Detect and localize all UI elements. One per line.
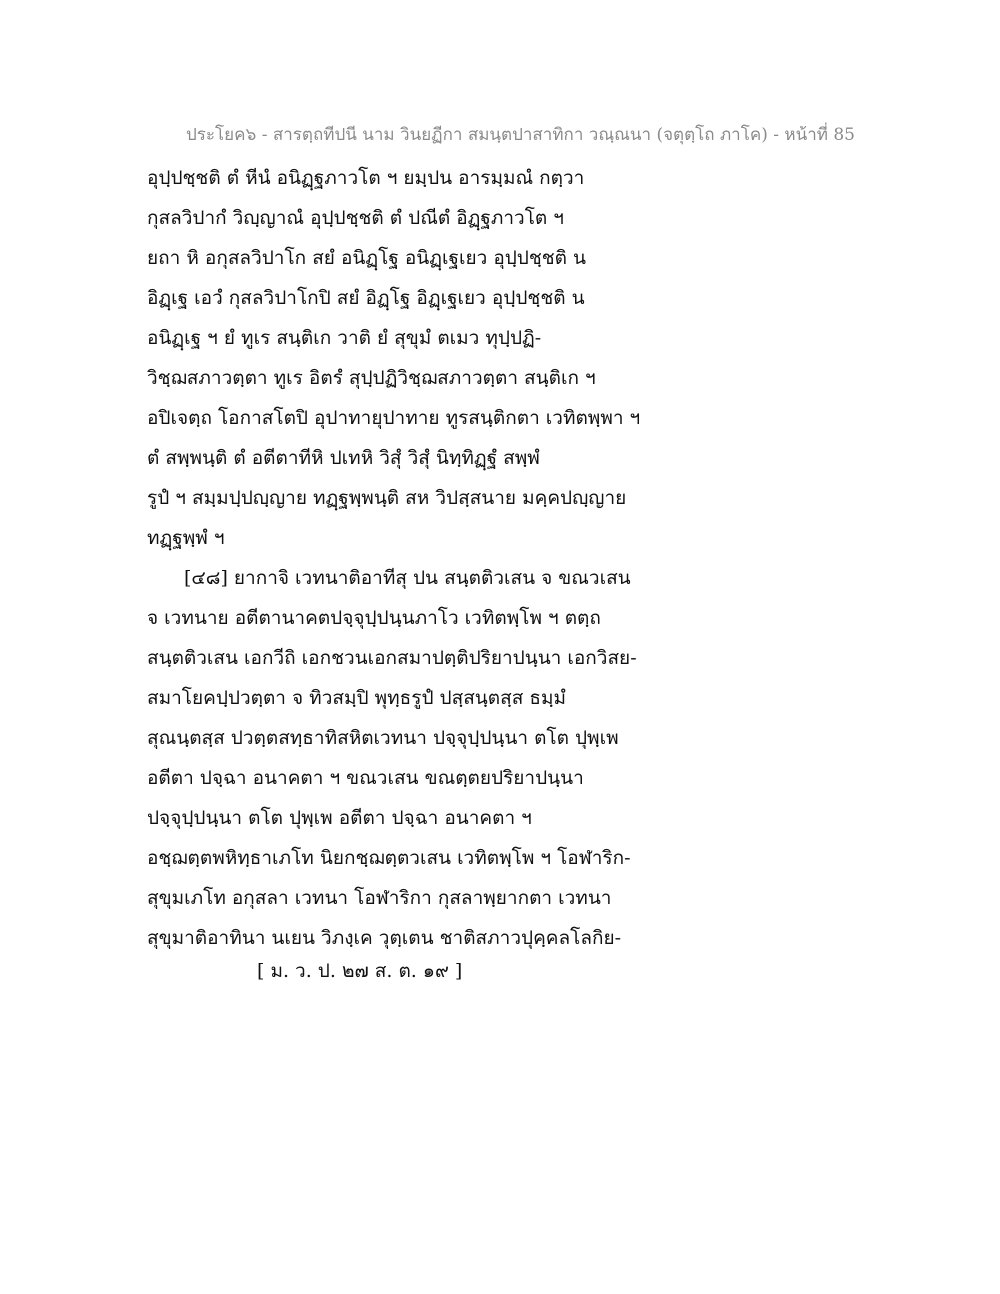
text-line: อนิฏฺเฐ ฯ ยํ ทูเร สนฺติเก วาติ ยํ สุขุมํ ตเมว ทุปฺปฏิ- xyxy=(147,327,542,349)
text-line: อุปฺปชฺชติ ตํ หีนํ อนิฏฺฐภาวโต ฯ ยมฺปน อารมฺมณํ กตฺวา xyxy=(147,167,585,189)
text-line: ยถา หิ อกุสลวิปาโก สยํ อนิฏฺโฐ อนิฏฺเฐเยว อุปฺปชฺชติ น xyxy=(147,247,587,269)
text-line: รูปํ ฯ สมฺมปฺปญฺญาย ทฏฺฐพฺพนฺติ สห วิปสฺสนาย มคฺคปญฺญาย xyxy=(147,487,627,509)
text-line: กุสลวิปากํ วิญฺญาณํ อุปฺปชฺชติ ตํ ปณีตํ อิฏฺฐภาวโต ฯ xyxy=(147,207,564,229)
text-line: วิชฺฌสภาวตฺตา ทูเร อิตรํ สุปฺปฏิวิชฺฌสภาวตฺตา สนฺติเก ฯ xyxy=(147,367,596,389)
text-line: จ เวทนาย อตีตานาคตปจฺจุปฺปนฺนภาโว เวทิตพฺโพ ฯ ตตฺถ xyxy=(147,607,601,629)
text-line: สมาโยคปฺปวตฺตา จ ทิวสมฺปิ พุทฺธรูปํ ปสฺสนฺตสฺส ธมฺมํ xyxy=(147,687,567,709)
text-line: ปจฺจุปฺปนฺนา ตโต ปุพฺเพ อตีตา ปจฺฉา อนาคตา ฯ xyxy=(147,807,532,829)
reference-note: [ ม. ว. ป. ๒๗ ส. ต. ๑๙ ] xyxy=(257,960,463,982)
text-line: สุขุมเภโท อกุสลา เวทนา โอฬาริกา กุสลาพฺยากตา เวทนา xyxy=(147,887,612,909)
text-line: [๔๘] ยากาจิ เวทนาติอาทีสุ ปน สนฺตติวเสน จ ขณวเสน xyxy=(184,567,631,589)
text-line: อชฺฌตฺตพหิทฺธาเภโท นิยกชฺฌตฺตวเสน เวทิตพฺโพ ฯ โอฬาริก- xyxy=(147,847,631,869)
text-line: อตีตา ปจฺฉา อนาคตา ฯ ขณวเสน ขณตฺตยปริยาปนฺนา xyxy=(147,767,584,789)
text-line: สุขุมาติอาทินา นเยน วิภงฺเค วุตฺเตน ชาติสภาวปุคฺคลโลกิย- xyxy=(147,927,622,949)
text-line: ตํ สพฺพนฺติ ตํ อตีตาทีหิ ปเทหิ วิสุํ วิสุํ นิทฺทิฏฺฐํ สพฺพํ xyxy=(147,447,540,469)
text-line: อิฏฺเฐ เอวํ กุสลวิปาโกปิ สยํ อิฏฺโฐ อิฏฺเฐเยว อุปฺปชฺชติ น xyxy=(147,287,585,309)
text-line: สนฺตติวเสน เอกวีถิ เอกชวนเอกสมาปตฺติปริยาปนฺนา เอกวิสย- xyxy=(147,647,637,669)
text-line: สุณนฺตสฺส ปวตฺตสทฺธาทิสหิตเวทนา ปจฺจุปฺปนฺนา ตโต ปุพฺเพ xyxy=(147,727,619,749)
text-line: อปิเจตฺถ โอกาสโตปิ อุปาทายุปาทาย ทูรสนฺติกตา เวทิตพฺพา ฯ xyxy=(147,407,641,429)
body-text xyxy=(147,158,707,958)
page-header: ประโยค๖ - สารตฺถทีปนี นาม วินยฏีกา สมนฺตปาสาทิกา วณฺณนา (จตุตฺโถ ภาโค) - หน้าที่ 85 xyxy=(186,125,855,145)
text-line: ทฏฺฐพฺพํ ฯ xyxy=(147,527,225,549)
